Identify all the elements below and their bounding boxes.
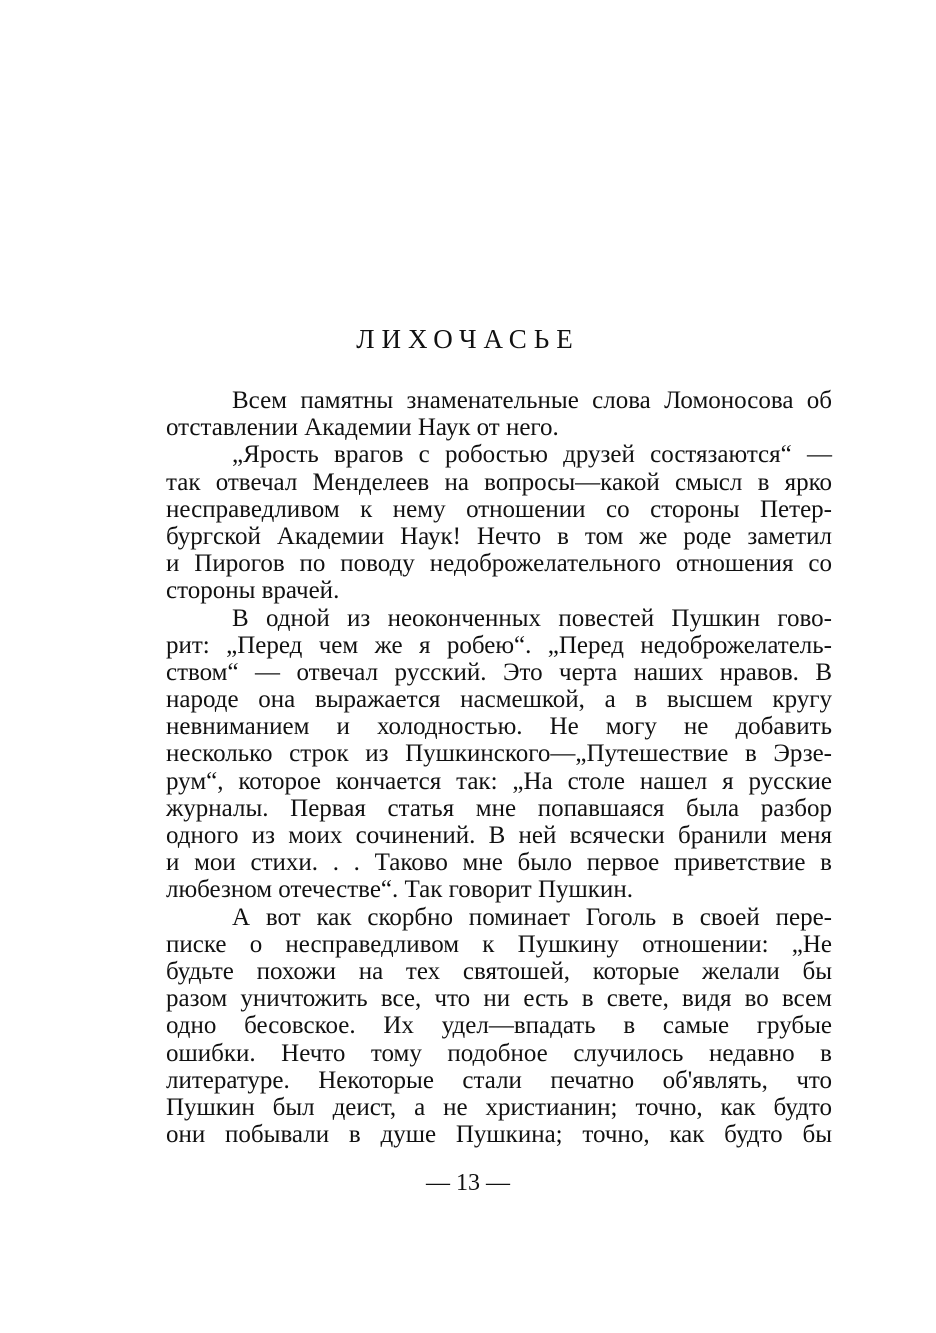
text-line: несправедливом к нему отношении со стороны Петер- — [166, 495, 832, 523]
text-line: литературе. Некоторые стали печатно об'являть, что — [166, 1066, 832, 1094]
text-line: Всем памятны знаменательные слова Ломоносова об — [232, 387, 832, 414]
paragraph — [100, 904, 832, 1149]
text-line: разом уничтожить все, что ни есть в свете, видя во всем — [166, 985, 832, 1013]
text-line: ством“ — отвечал русский. Это черта наших нравов. В — [166, 658, 832, 686]
text-line: так отвечал Менделеев на вопросы—какой смысл в ярко — [166, 468, 832, 496]
text-line: одно бесовское. Их удел—впадать в самые грубые — [166, 1012, 832, 1040]
text-line: А вот как скорбно поминает Гоголь в своей пере- — [232, 903, 832, 931]
text-line: и Пирогов по поводу недоброжелательного отношения со — [166, 550, 832, 578]
paragraph — [100, 441, 832, 604]
text-line: журналы. Первая статья мне попавшаяся была разбор — [166, 794, 832, 822]
text-line: они побывали в душе Пушкина; точно, как будто бы — [166, 1121, 832, 1149]
text-line: несколько строк из Пушкинского—„Путешествие в Эрзе- — [166, 740, 832, 768]
paragraph — [100, 605, 832, 904]
text-line: рит: „Перед чем же я робею“. „Перед недоброжелатель- — [166, 631, 832, 659]
body-text — [100, 387, 832, 1148]
text-line: будьте похожи на тех святошей, которые желали бы — [166, 957, 832, 985]
text-line: В одной из неоконченных повестей Пушкин гово- — [232, 604, 832, 632]
text-line: писке о несправедливом к Пушкину отношении: „Не — [166, 930, 832, 958]
text-line: и мои стихи. . . Таково мне было первое приветствие в — [166, 849, 832, 877]
text-line: ошибки. Нечто тому подобное случилось недавно в — [166, 1039, 832, 1067]
text-line: рум“, которое кончается так: „На столе нашел я русские — [166, 767, 832, 795]
text-line: Пушкин был деист, а не христианин; точно, как будто — [166, 1093, 832, 1121]
paragraph — [100, 387, 832, 441]
text-line: стороны врачей. — [166, 577, 340, 605]
text-line: бургской Академии Наук! Нечто в том же роде заметил — [166, 522, 832, 550]
text-line: одного из моих сочинений. В ней всячески бранили меня — [166, 822, 832, 849]
text-line: отставлении Академии Наук от него. — [166, 414, 559, 442]
text-line: любезном отечестве“. Так говорит Пушкин. — [166, 876, 633, 904]
text-line: „Ярость врагов с робостью друзей состязаются“ — — [232, 441, 832, 469]
text-line: невниманием и холодностью. Не могу не добавить — [166, 713, 832, 741]
chapter-title: ЛИХОЧАСЬЕ — [356, 324, 580, 354]
text-line: народе она выражается насмешкой, а в высшем кругу — [166, 686, 832, 714]
page-number: — 13 — — [426, 1170, 510, 1196]
